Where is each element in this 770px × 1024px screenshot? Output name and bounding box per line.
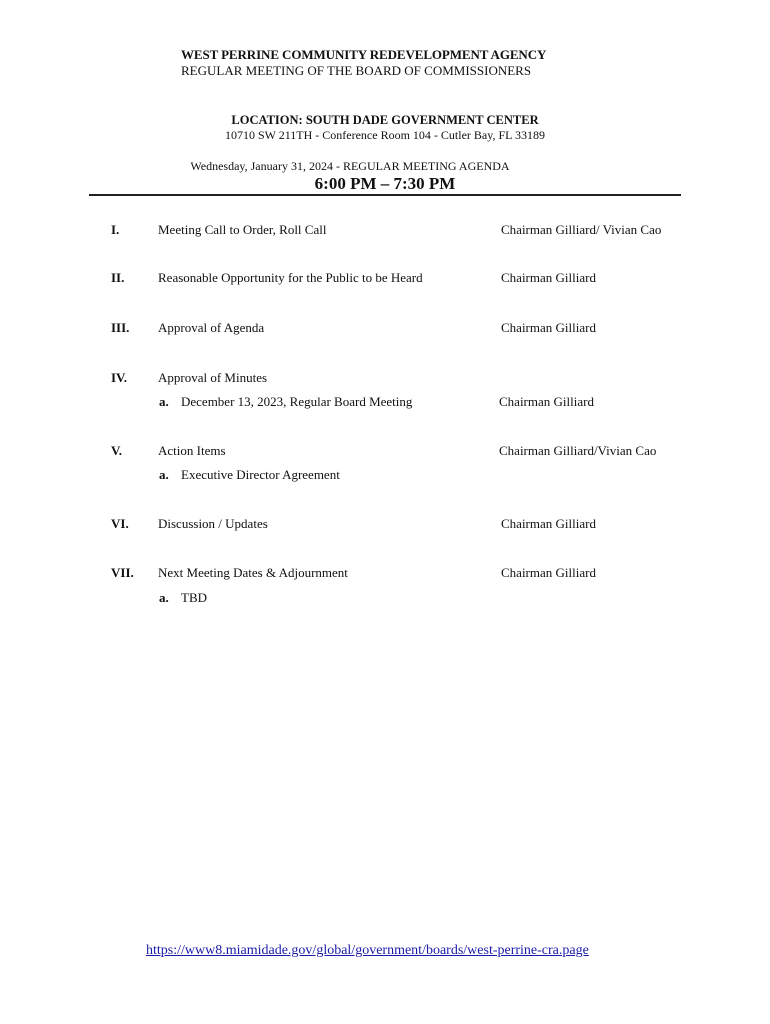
- agency-title: WEST PERRINE COMMUNITY REDEVELOPMENT AGENCY: [181, 47, 547, 62]
- agenda-subitem-label: a.: [159, 394, 169, 409]
- agenda-item-title: Approval of Agenda: [158, 320, 265, 335]
- agenda-item-title: Approval of Minutes: [158, 370, 268, 385]
- agenda-item-title: Next Meeting Dates & Adjournment: [158, 565, 348, 580]
- agenda-item-number: IV.: [111, 370, 128, 385]
- agenda-item-title: Meeting Call to Order, Roll Call: [158, 222, 327, 237]
- agenda-item-presenter: Chairman Gilliard/ Vivian Cao: [501, 222, 662, 237]
- agenda-subitem-label: a.: [159, 467, 169, 482]
- agenda-item-presenter: Chairman Gilliard: [501, 270, 596, 285]
- agenda-subitem-text: Executive Director Agreement: [181, 467, 340, 482]
- agenda-item-title: Reasonable Opportunity for the Public to be Heard: [158, 270, 423, 285]
- agenda-item-presenter: Chairman Gilliard/Vivian Cao: [499, 443, 657, 458]
- header-divider: [89, 194, 681, 196]
- agenda-subitem-presenter: Chairman Gilliard: [499, 394, 594, 409]
- agenda-item-presenter: Chairman Gilliard: [501, 516, 596, 531]
- agenda-subitem-label: a.: [159, 590, 169, 605]
- agenda-item-title: Discussion / Updates: [158, 516, 268, 531]
- location-heading: LOCATION: SOUTH DADE GOVERNMENT CENTER: [231, 113, 539, 127]
- agenda-item-number: I.: [111, 222, 120, 237]
- agenda-item-presenter: Chairman Gilliard: [501, 565, 596, 580]
- agenda-item-number: V.: [111, 443, 122, 458]
- meeting-time: 6:00 PM – 7:30 PM: [314, 174, 456, 193]
- agenda-item-number: VI.: [111, 516, 129, 531]
- date-line: Wednesday, January 31, 2024 - REGULAR MEETING AGENDA: [190, 159, 510, 173]
- board-website-link[interactable]: https://www8.miamidade.gov/global/government/boards/west-perrine-cra.page: [146, 943, 589, 958]
- address-line: 10710 SW 211TH - Conference Room 104 - Cutler Bay, FL 33189: [224, 128, 546, 142]
- agenda-subitem-text: December 13, 2023, Regular Board Meeting: [181, 394, 413, 409]
- agenda-item-number: III.: [111, 320, 130, 335]
- agenda-item-presenter: Chairman Gilliard: [501, 320, 596, 335]
- meeting-subtitle: REGULAR MEETING OF THE BOARD OF COMMISSIONERS: [181, 63, 532, 78]
- agenda-item-number: VII.: [111, 565, 134, 580]
- agenda-item-number: II.: [111, 270, 125, 285]
- agenda-subitem-text: TBD: [181, 590, 207, 605]
- agenda-item-title: Action Items: [158, 443, 226, 458]
